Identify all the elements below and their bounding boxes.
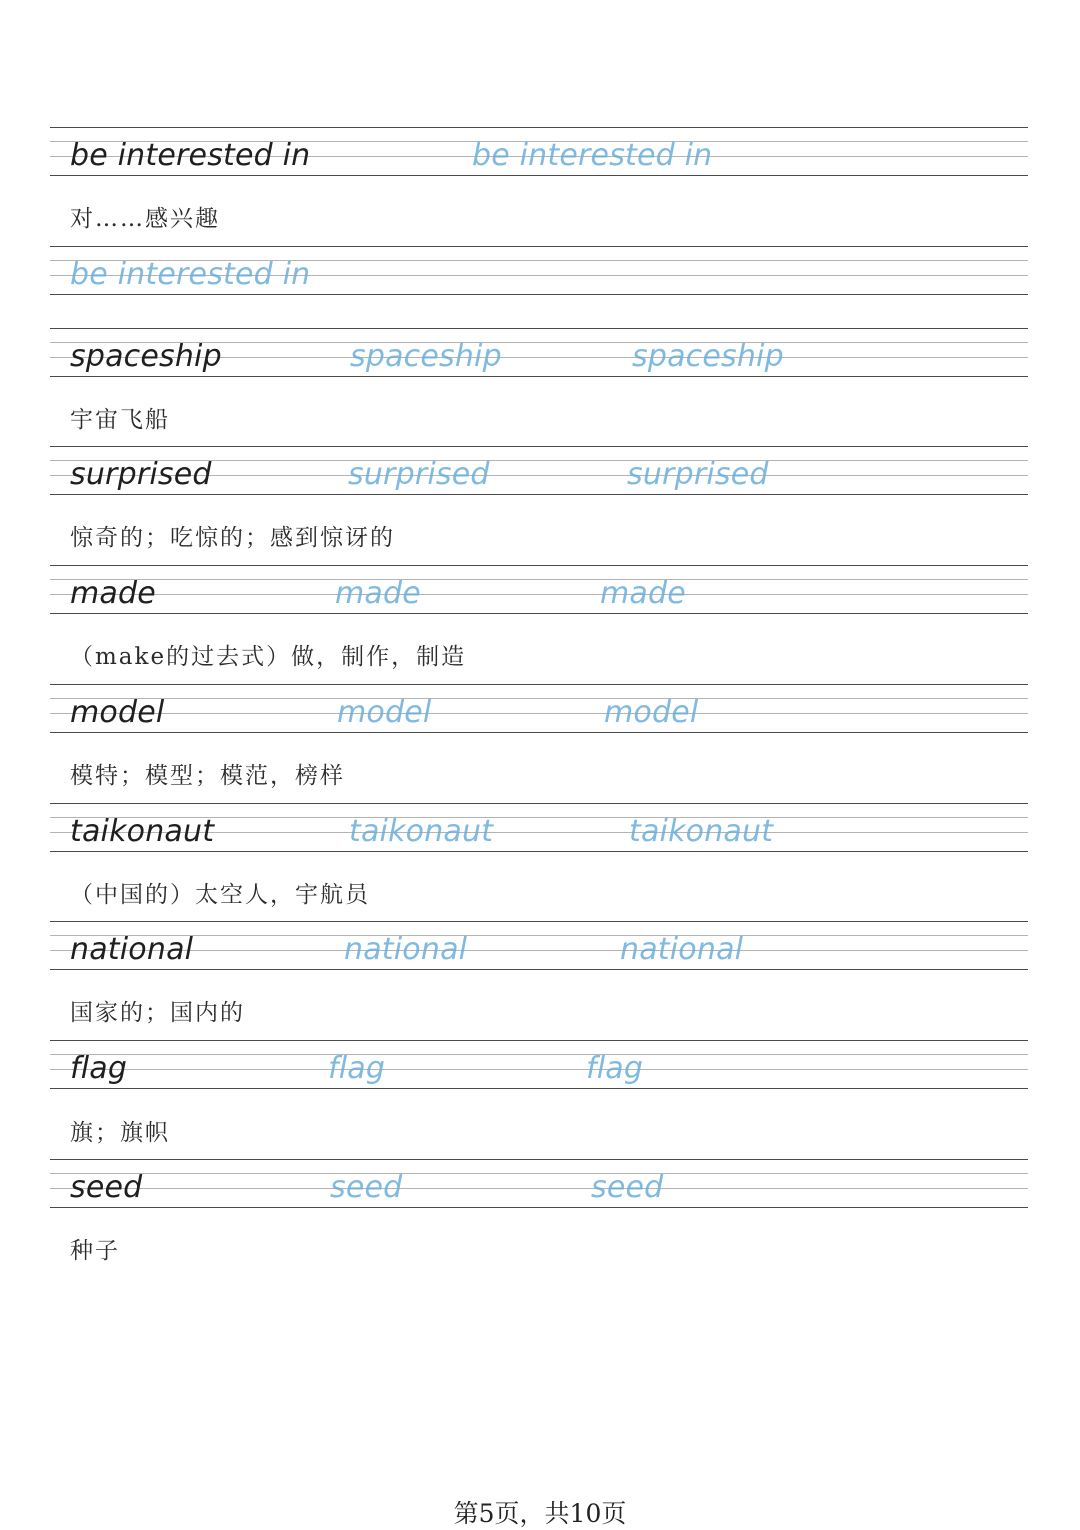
chinese-meaning: 对……感兴趣 [70,206,220,232]
writing-band [50,565,1028,615]
vocab-word: flag [70,1051,128,1086]
trace-word: spaceship [350,339,502,374]
trace-word: taikonaut [349,814,494,849]
trace-word: surprised [348,457,490,492]
trace-word: model [604,695,699,730]
writing-band [50,684,1028,734]
vocab-word: national [70,932,194,967]
vocab-word: surprised [70,457,212,492]
writing-band-practice [50,246,1028,296]
chinese-meaning: 宇宙飞船 [70,407,170,433]
writing-band [50,921,1028,971]
vocab-word: seed [70,1170,143,1205]
chinese-meaning: 国家的；国内的 [70,1000,245,1026]
trace-word: made [600,576,686,611]
vocab-word: taikonaut [70,814,215,849]
page-footer: 第5页，共10页 [453,1499,627,1528]
vocab-word: be interested in [70,138,311,173]
writing-band [50,1040,1028,1090]
trace-word: flag [328,1051,386,1086]
chinese-meaning: （make的过去式）做，制作，制造 [70,644,467,670]
chinese-meaning: 惊奇的；吃惊的；感到惊讶的 [70,525,395,551]
trace-word: flag [586,1051,644,1086]
trace-word: taikonaut [629,814,774,849]
trace-word: spaceship [632,339,784,374]
chinese-meaning: 旗；旗帜 [70,1120,170,1146]
chinese-meaning: （中国的）太空人，宇航员 [70,882,370,908]
trace-word: national [620,932,744,967]
chinese-meaning: 种子 [70,1238,120,1264]
trace-word: be interested in [70,257,311,292]
trace-word: be interested in [472,138,713,173]
writing-band [50,446,1028,496]
chinese-meaning: 模特；模型；模范，榜样 [70,763,345,789]
vocab-word: spaceship [70,339,222,374]
trace-word: surprised [627,457,769,492]
writing-band [50,328,1028,378]
trace-word: made [335,576,421,611]
trace-word: seed [591,1170,664,1205]
trace-word: seed [330,1170,403,1205]
trace-word: national [344,932,468,967]
writing-band [50,127,1028,177]
writing-band [50,803,1028,853]
trace-word: model [337,695,432,730]
vocab-word: model [70,695,165,730]
writing-band [50,1159,1028,1209]
vocab-word: made [70,576,156,611]
